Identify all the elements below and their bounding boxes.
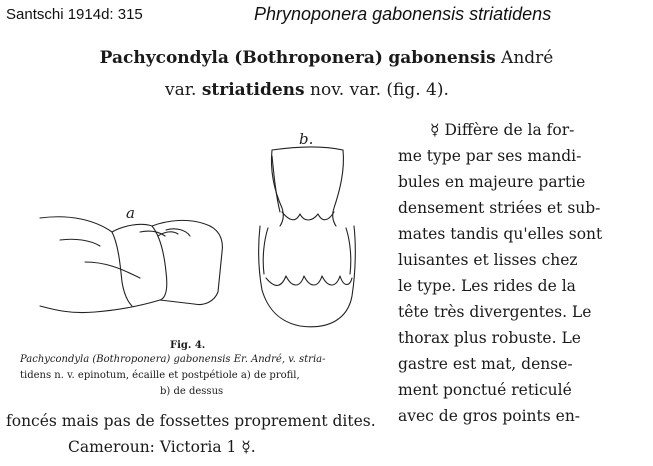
profile-outline (40, 217, 222, 313)
title-author: André (501, 48, 554, 68)
body-line: ment ponctué reticulé (398, 381, 572, 399)
title-species: gabonensis (388, 48, 496, 68)
body-line: avec de gros points en- (398, 407, 581, 425)
dorsal-node-left (263, 228, 268, 274)
title-subgenus: (Bothroponera) (234, 48, 383, 68)
profile-line (85, 262, 140, 278)
subtitle-name: striatidens (201, 80, 305, 100)
body-line: thorax plus robuste. Le (398, 329, 581, 347)
profile-epinotum (60, 239, 100, 246)
profile-petiole (152, 226, 167, 300)
body-line: le type. Les rides de la (398, 277, 576, 295)
body-line: bules en majeure partie (398, 173, 586, 191)
caption-line: tidens n. v. epinotum, écaille et postpétiole a) de profil, (20, 370, 300, 381)
subtitle-prefix: var. (165, 80, 197, 100)
profile-node (112, 232, 132, 306)
body-full-line: foncés mais pas de fossettes proprement dites. (6, 412, 376, 430)
taxon-name: Phrynoponera gabonensis striatidens (254, 4, 552, 24)
body-line: densement striées et sub- (398, 199, 601, 217)
caption-line: Pachycondyla (Bothroponera) gabonensis Er. André, v. stria- (20, 354, 326, 365)
caption-title: Fig. 4. (170, 340, 206, 351)
profile-striae (140, 229, 190, 236)
body-line: mates tandis qu'elles sont (398, 225, 603, 243)
dorsal-node-right (346, 228, 351, 274)
citation-label: Santschi 1914d: 315 (6, 6, 143, 23)
body-line: tête très divergentes. Le (398, 303, 592, 321)
dorsal-scallops (266, 276, 352, 285)
body-line: ☿ Diffère de la for- (430, 121, 575, 139)
body-line: luisantes et lisses chez (398, 251, 578, 269)
dorsal-lower (259, 226, 356, 327)
title-genus: Pachycondyla (99, 48, 229, 68)
caption-line: b) de dessus (160, 386, 224, 397)
subtitle-suffix: nov. var. (fig. 4). (310, 80, 449, 100)
fig-label-a: a (126, 204, 135, 222)
body-line: gastre est mat, dense- (398, 355, 573, 373)
dorsal-right-side (333, 150, 344, 226)
body-line: me type par ses mandi- (398, 147, 582, 165)
fig-label-b: b. (299, 130, 314, 148)
dorsal-left-side (271, 150, 283, 226)
dorsal-teeth (282, 212, 334, 220)
body-full-line: Cameroun: Victoria 1 ☿. (68, 438, 256, 456)
dorsal-tick-left (272, 156, 280, 212)
